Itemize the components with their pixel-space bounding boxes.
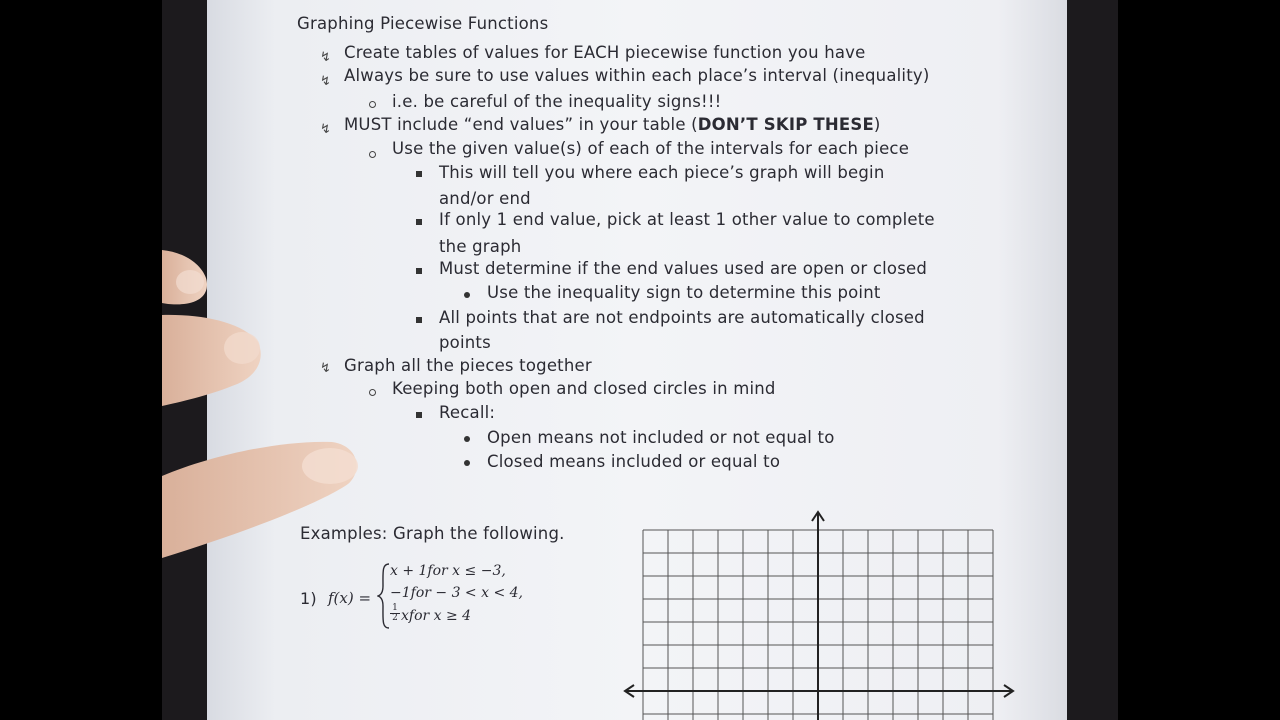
bullet-line: All points that are not endpoints are automatically closed <box>439 308 925 327</box>
arrow-bullet-icon: ↯ <box>320 50 331 65</box>
case-3: xfor x ≥ 4 <box>401 608 472 624</box>
dot-bullet-icon <box>464 436 470 442</box>
square-bullet-icon <box>416 219 422 225</box>
bullet-line: and/or end <box>439 189 531 208</box>
worksheet-heading: Graphing Piecewise Functions <box>297 14 549 33</box>
bullet-line: Open means not included or not equal to <box>487 428 835 447</box>
hand-fingers <box>162 250 372 560</box>
bullet-line: Closed means included or equal to <box>487 452 781 471</box>
case-1: x + 1for x ≤ −3, <box>390 563 506 579</box>
arrow-bullet-icon: ↯ <box>320 122 331 137</box>
bullet-line: If only 1 end value, pick at least 1 other value to complete <box>439 210 935 229</box>
bullet-line: the graph <box>439 237 522 256</box>
arrow-bullet-icon: ↯ <box>320 361 331 376</box>
bullet-line: Create tables of values for EACH piecewise function you have <box>344 43 866 62</box>
emphasis-text: DON’T SKIP THESE <box>697 115 874 134</box>
square-bullet-icon <box>416 412 422 418</box>
case-2: −1for − 3 < x < 4, <box>390 585 523 601</box>
bullet-line: Must determine if the end values used are open or closed <box>439 259 928 278</box>
bullet-line: i.e. be careful of the inequality signs!!! <box>392 92 722 111</box>
bullet-line: Graph all the pieces together <box>344 356 592 375</box>
bullet-line: Use the inequality sign to determine this point <box>487 283 881 302</box>
dot-bullet-icon <box>464 460 470 466</box>
examples-label: Examples: Graph the following. <box>300 524 565 543</box>
square-bullet-icon <box>416 317 422 323</box>
dot-bullet-icon <box>464 292 470 298</box>
square-bullet-icon <box>416 268 422 274</box>
bullet-line: MUST include “end values” in your table (DON’T SKIP THESE) <box>344 115 881 134</box>
bullet-line: Use the given value(s) of each of the intervals for each piece <box>392 139 910 158</box>
fraction: 1 2 <box>390 604 400 623</box>
brace-icon <box>377 562 391 630</box>
bullet-line: Always be sure to use values within each place’s interval (inequality) <box>344 66 930 85</box>
arrow-bullet-icon: ↯ <box>320 74 331 89</box>
bullet-line: points <box>439 333 491 352</box>
bullet-line: Keeping both open and closed circles in mind <box>392 379 776 398</box>
function-lhs: f(x) = <box>328 589 372 607</box>
circle-bullet-icon <box>369 101 376 108</box>
square-bullet-icon <box>416 171 422 177</box>
bullet-line: This will tell you where each piece’s graph will begin <box>439 163 885 182</box>
circle-bullet-icon <box>369 151 376 158</box>
problem-number: 1) <box>300 589 317 608</box>
bullet-line: Recall: <box>439 403 496 422</box>
coordinate-grid <box>617 505 1027 720</box>
